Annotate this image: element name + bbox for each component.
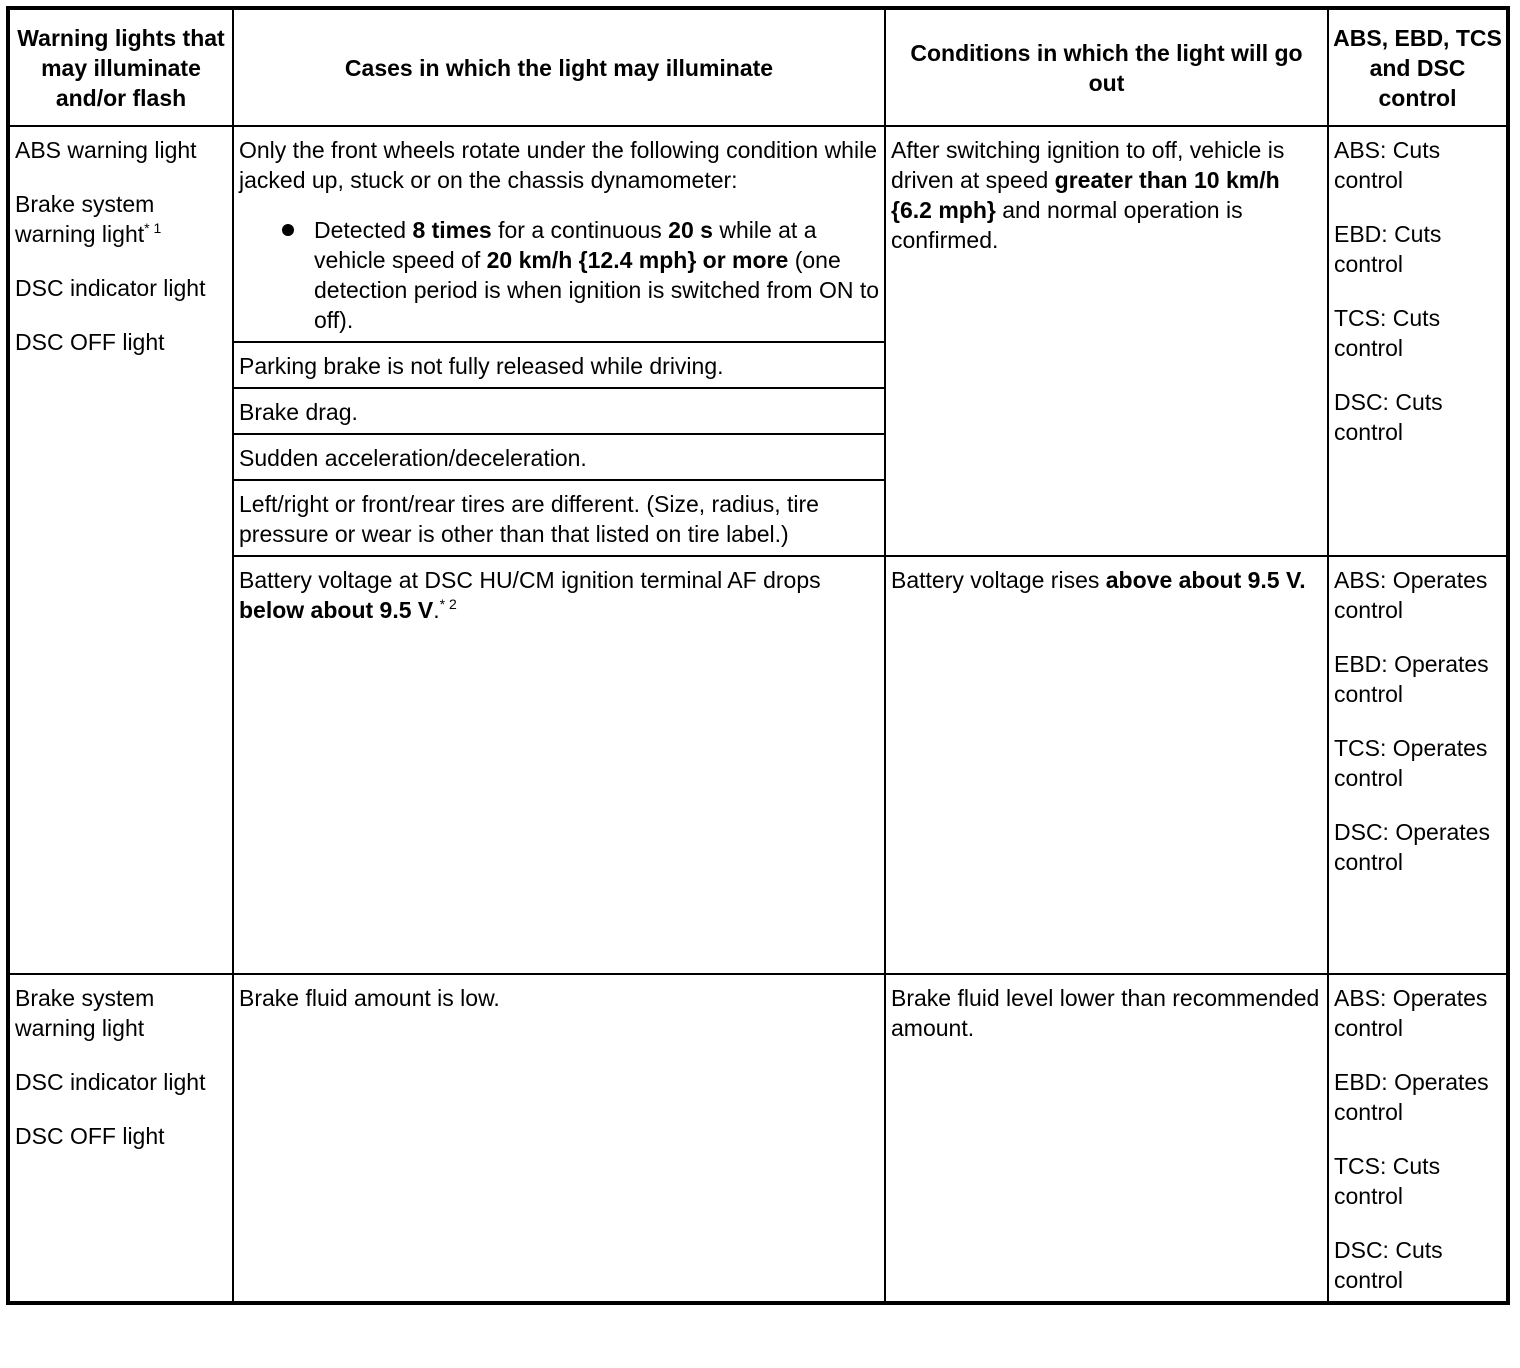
case-cell: Brake fluid amount is low.: [233, 974, 885, 1303]
case-cell: Left/right or front/rear tires are different. (Size, radius, tire pressure or wear is other than that listed on tire label.): [233, 480, 885, 556]
warning-lights-cell: [8, 126, 233, 974]
light-dsc-off: DSC OFF light: [15, 1123, 165, 1149]
control-abs: ABS: Operates control: [1334, 567, 1488, 623]
case-cell: Sudden acceleration/deceleration.: [233, 434, 885, 480]
condition-cell: Brake fluid level lower than recommended amount.: [885, 974, 1328, 1303]
case-battery-voltage: Battery voltage at DSC HU/CM ignition terminal AF drops below about 9.5 V.$^{* 2}$: [239, 567, 821, 623]
case-cell: Brake drag.: [233, 388, 885, 434]
control-cell: [1328, 556, 1508, 974]
control-abs: ABS: Operates control: [1334, 985, 1488, 1041]
warning-light-table: [6, 6, 1510, 1305]
control-tcs: TCS: Cuts control: [1334, 305, 1441, 361]
case-front-wheels-intro: Only the front wheels rotate under the following condition while jacked up, stuck or on the chassis dynamometer:: [239, 137, 877, 193]
condition-cell: [885, 556, 1328, 974]
control-tcs: TCS: Cuts control: [1334, 1153, 1441, 1209]
control-tcs: TCS: Operates control: [1334, 735, 1488, 791]
condition-battery-voltage: Battery voltage rises above about 9.5 V.: [891, 567, 1306, 593]
light-dsc-indicator: DSC indicator light: [15, 1069, 206, 1095]
control-abs: ABS: Cuts control: [1334, 137, 1441, 193]
case-cell: Parking brake is not fully released while driving.: [233, 342, 885, 388]
control-dsc: DSC: Cuts control: [1334, 389, 1443, 445]
table-row: [8, 974, 1508, 1303]
list-item: Detected 8 times for a continuous 20 s while at a vehicle speed of 20 km/h {12.4 mph} or more (one detection period is when ignition is switched from ON to off).: [314, 215, 880, 335]
condition-text: After switching ignition to off, vehicle is driven at speed greater than 10 km/h {6.2 mph} and normal operation is confirmed.: [891, 137, 1285, 253]
light-dsc-indicator: DSC indicator light: [15, 275, 206, 301]
table-row: [8, 556, 1508, 974]
condition-cell: [885, 126, 1328, 556]
header-row: [8, 8, 1508, 126]
control-cell: [1328, 126, 1508, 556]
light-brake-system: Brake system warning light$^{* 1}$: [15, 191, 162, 247]
control-dsc: DSC: Cuts control: [1334, 1237, 1443, 1293]
warning-lights-cell: [8, 974, 233, 1303]
control-ebd: EBD: Operates control: [1334, 651, 1489, 707]
header-control: ABS, EBD, TCS and DSC control: [1328, 8, 1508, 126]
control-ebd: EBD: Operates control: [1334, 1069, 1489, 1125]
light-abs-warning: ABS warning light: [15, 137, 197, 163]
control-dsc: DSC: Operates control: [1334, 819, 1490, 875]
light-dsc-off: DSC OFF light: [15, 329, 165, 355]
header-cases: Cases in which the light may illuminate: [233, 8, 885, 126]
header-conditions: Conditions in which the light will go out: [885, 8, 1328, 126]
control-cell: [1328, 974, 1508, 1303]
header-warning-lights: Warning lights that may illuminate and/or flash: [8, 8, 233, 126]
bullet-icon: [282, 224, 294, 236]
table-row: [8, 126, 1508, 342]
case-cell: [233, 556, 885, 974]
light-brake-system: Brake system warning light: [15, 985, 155, 1041]
case-cell: [233, 126, 885, 342]
control-ebd: EBD: Cuts control: [1334, 221, 1442, 277]
case-bullet-list: [239, 215, 880, 335]
